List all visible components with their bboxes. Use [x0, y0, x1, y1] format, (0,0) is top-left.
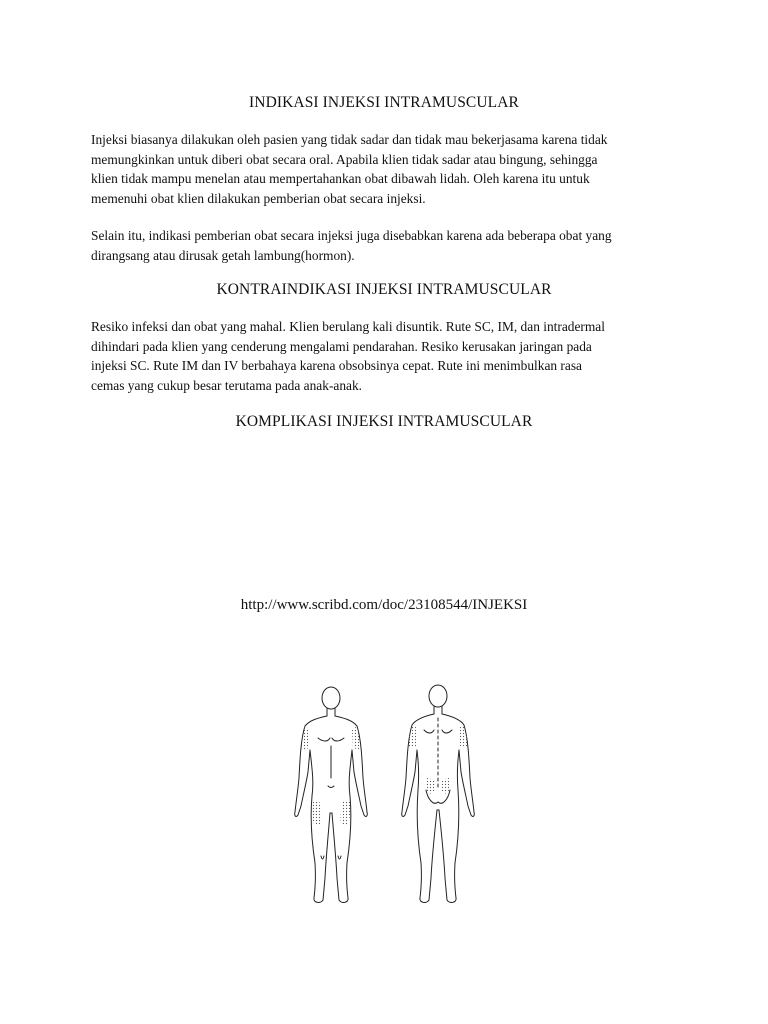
heading-indikasi: INDIKASI INJEKSI INTRAMUSCULAR: [249, 94, 519, 111]
text-line: dihindari pada klien yang cenderung mengalami pendarahan. Resiko kerusakan jaringan pada: [91, 338, 592, 354]
text-line: cemas yang cukup besar terutama pada anak-anak.: [91, 377, 363, 393]
text-line: klien tidak mampu menelan atau mempertahankan obat dibawah lidah. Oleh karena itu untuk: [91, 171, 590, 186]
text-line: dirangsang atau dirusak getah lambung(hormon).: [91, 247, 355, 263]
body-back-view: [402, 685, 475, 902]
heading-kontraindikasi: KONTRAINDIKASI INJEKSI INTRAMUSCULAR: [216, 281, 552, 298]
paragraph-indikasi: [91, 130, 691, 208]
source-url-text: http://www.scribd.com/doc/23108544/INJEKSI: [240, 597, 528, 613]
text-line: memenuhi obat klien dilakukan pemberian obat secara injeksi.: [91, 190, 426, 206]
text-line: injeksi SC. Rute IM dan IV berbahaya karena obsobsinya cepat. Rute ini menimbulkan rasa: [91, 358, 582, 373]
text-line: Resiko infeksi dan obat yang mahal. Klien berulang kali disuntik. Rute SC, IM, dan intradermal: [91, 319, 605, 334]
text-line: Selain itu, indikasi pemberian obat secara injeksi juga disebabkan karena ada beberapa obat yang: [91, 228, 612, 243]
injection-sites-figure: [288, 678, 488, 908]
text-line: memungkinkan untuk diberi obat secara oral. Apabila klien tidak sadar atau bingung, sehingga: [91, 151, 598, 167]
paragraph-kontraindikasi: [91, 317, 691, 395]
body-front-view: [295, 687, 368, 902]
heading-komplikasi: KOMPLIKASI INJEKSI INTRAMUSCULAR: [235, 413, 533, 430]
paragraph-indikasi-lanjutan: [91, 226, 691, 265]
text-line: Injeksi biasanya dilakukan oleh pasien yang tidak sadar dan tidak mau bekerjasama karena tidak: [91, 132, 608, 147]
